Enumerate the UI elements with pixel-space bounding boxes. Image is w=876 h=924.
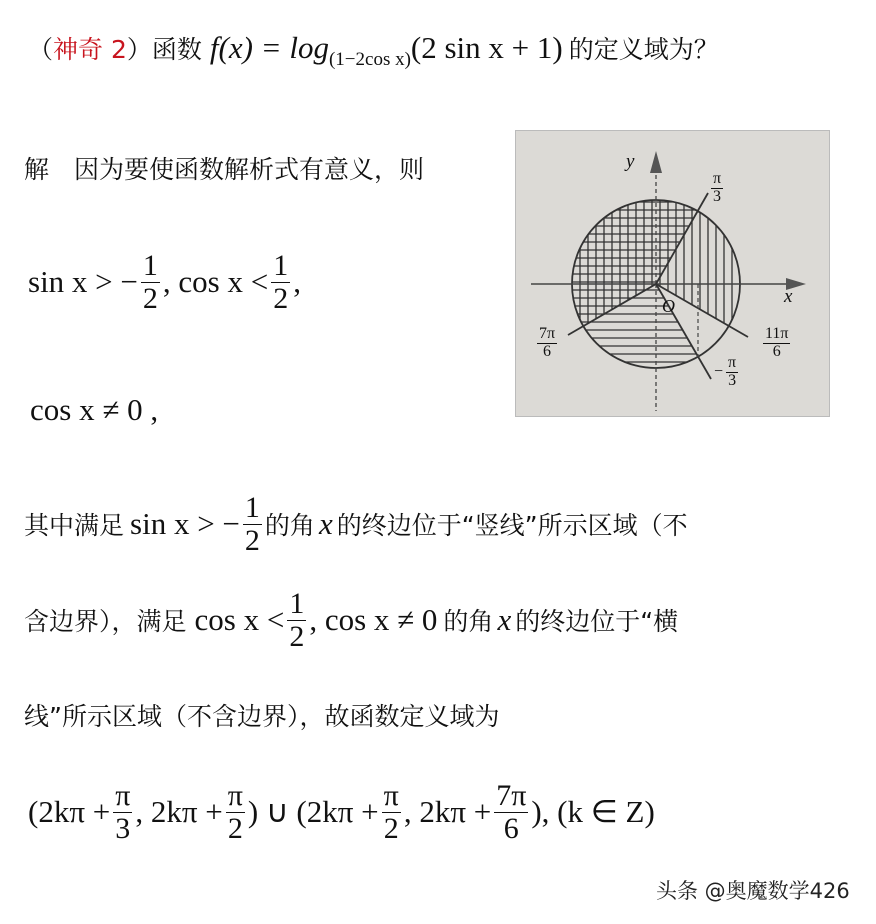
fraction <box>494 780 528 844</box>
answer-domain <box>28 780 655 844</box>
paren: （ <box>28 35 54 64</box>
fraction-half <box>271 250 290 314</box>
numerator: π <box>383 779 399 812</box>
denominator: 3 <box>728 371 737 389</box>
math: ), (k ∈ Z) <box>531 794 655 829</box>
text: 的终边位于“竖线”所示区域（不 <box>336 511 688 540</box>
math: x <box>497 602 512 637</box>
math: , <box>293 264 301 299</box>
denominator: 2 <box>227 811 243 845</box>
text: 的角 <box>443 607 494 636</box>
numerator: 7π <box>539 325 556 342</box>
text: 其中满足 <box>24 511 125 540</box>
numerator: 1 <box>142 249 158 282</box>
problem-statement <box>28 30 719 70</box>
fraction <box>726 355 738 390</box>
math: , cos x ≠ 0 <box>309 602 438 637</box>
x-label: x <box>784 286 793 307</box>
paren: ） <box>126 35 152 64</box>
y-axis-arrow-icon <box>650 151 662 173</box>
denominator: 6 <box>543 342 552 360</box>
fraction-half <box>243 492 262 556</box>
math: , 2kπ + <box>403 794 492 829</box>
denominator: 3 <box>115 811 131 845</box>
math: ) ∪ (2kπ + <box>247 794 379 829</box>
denominator: 2 <box>244 523 260 557</box>
math: (2kπ + <box>28 794 111 829</box>
fraction-half <box>287 588 306 652</box>
condition-2: cos x ≠ 0 , <box>30 392 159 427</box>
denominator: 6 <box>503 811 519 845</box>
denominator: 6 <box>772 342 781 360</box>
math: x <box>318 506 333 541</box>
numerator: 1 <box>273 249 289 282</box>
text: 含边界），满足 <box>24 607 187 636</box>
denominator: 2 <box>289 619 305 653</box>
numerator: π <box>115 779 131 812</box>
text: 函数 <box>151 35 202 64</box>
numerator: 1 <box>244 491 260 524</box>
text: 的终边位于“横 <box>515 607 679 636</box>
denominator: 2 <box>383 811 399 845</box>
solution-intro: 解 因为要使函数解析式有意义，则 <box>24 155 425 184</box>
math-arg: (2 sin x + 1) <box>410 30 563 65</box>
text: 的角 <box>264 511 315 540</box>
numerator: 1 <box>289 587 305 620</box>
text: 的定义域为？ <box>568 35 719 64</box>
y-label: y <box>626 151 635 172</box>
label-11pi-6 <box>763 326 790 361</box>
fraction-half <box>141 250 160 314</box>
paragraph-2 <box>24 588 678 652</box>
label-neg-pi-3 <box>714 355 741 390</box>
label-pi-3 <box>711 171 723 206</box>
unit-circle-figure <box>515 130 830 417</box>
denominator: 3 <box>713 187 722 205</box>
math: sin x > − <box>130 506 240 541</box>
minus: − <box>714 363 724 381</box>
math: , cos x < <box>162 264 269 299</box>
math: , 2kπ + <box>135 794 223 829</box>
denominator: 2 <box>142 281 158 315</box>
paragraph-3: 线”所示区域（不含边界），故函数定义域为 <box>24 702 500 731</box>
origin-label: O <box>662 296 675 316</box>
fraction <box>382 780 401 844</box>
numerator: 7π <box>496 779 527 812</box>
problem-tag: 神奇 2 <box>53 35 127 64</box>
watermark: 头条 @奥魔数学426 <box>656 879 850 903</box>
fraction <box>226 780 245 844</box>
unit-circle-diagram <box>516 131 829 416</box>
math-log-base: (1−2cos x) <box>328 49 411 70</box>
math: sin x > − <box>28 264 138 299</box>
denominator: 2 <box>273 281 289 315</box>
label-7pi-6 <box>537 326 557 361</box>
condition-1 <box>28 250 301 314</box>
numerator: π <box>728 354 737 371</box>
fraction <box>113 780 132 844</box>
paragraph-1 <box>24 492 688 556</box>
math: cos x < <box>194 602 285 637</box>
numerator: 11π <box>765 325 789 342</box>
numerator: π <box>227 779 243 812</box>
math-function: f(x) = log <box>209 30 329 65</box>
numerator: π <box>713 170 722 187</box>
